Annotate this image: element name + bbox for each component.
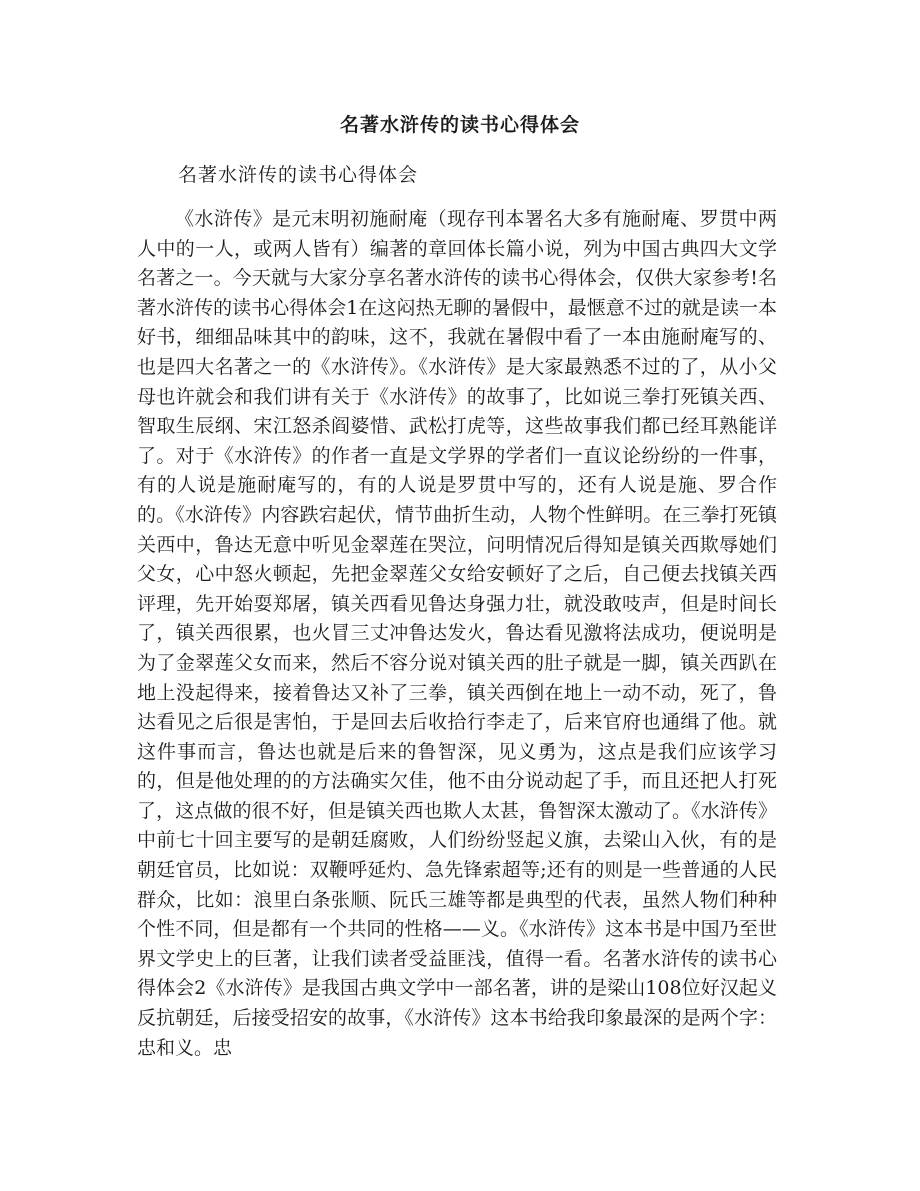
body-paragraph: 《水浒传》是元末明初施耐庵（现存刊本署名大多有施耐庵、罗贯中两人中的一人，或两人皆有）编著的章回体长篇小说，列为中国古典四大文学名著之一。今天就与大家分享名著水浒传的读书心得体会，仅供大家参考!名著水浒传的读书心得体会1在这闷热无聊的暑假中，最惬意不过的就是读一本好书，细细品味其中的韵味，这不，我就在暑假中看了一本由施耐庵写的、也是四大名著之一的《水浒传》。《水浒传》是大家最熟悉不过的了，从小父母也许就会和我们讲有关于《水浒传》的故事了，比如说三拳打死镇关西、智取生辰纲、宋江怒杀阎婆惜、武松打虎等，这些故事我们都已经耳熟能详了。对于《水浒传》的作者一直是文学界的学者们一直议论纷纷的一件事，有的人说是施耐庵写的，有的人说是罗贯中写的，还有人说是施、罗合作的。《水浒传》内容跌宕起伏，情节曲折生动，人物个性鲜明。在三拳打死镇关西中，鲁达无意中听见金翠莲在哭泣，问明情况后得知是镇关西欺辱她们父女，心中怒火顿起，先把金翠莲父女给安顿好了之后，自己便去找镇关西评理，先开始耍郑屠，镇关西看见鲁达身强力壮，就没敢吱声，但是时间长了，镇关西很累，也火冒三丈冲鲁达发火，鲁达看见激将法成功，便说明是为了金翠莲父女而来，然后不容分说对镇关西的肚子就是一脚，镇关西趴在地上没起得来，接着鲁达又补了三拳，镇关西倒在地上一动不动，死了，鲁达看见之后很是害怕，于是回去后收拾行李走了，后来官府也通缉了他。就这件事而言，鲁达也就是后来的鲁智深，见义勇为，这点是我们应该学习的，但是他处理的的方法确实欠佳，他不由分说动起了手，而且还把人打死了，这点做的很不好，但是镇关西也欺人太甚，鲁智深太激动了。《水浒传》中前七十回主要写的是朝廷腐败，人们纷纷竖起义旗，去梁山入伙，有的是朝廷官员，比如说：双鞭呼延灼、急先锋索超等;还有的则是一些普通的人民群众，比如：浪里白条张顺、阮氏三雄等都是典型的代表，虽然人物们种种个性不同，但是都有一个共同的性格——义。《水浒传》这本书是中国乃至世界文学史上的巨著，让我们读者受益匪浅，值得一看。名著水浒传的读书心得体会2《水浒传》是我国古典文学中一部名著，讲的是梁山108位好汉起义反抗朝廷，后接受招安的故事，《水浒传》这本书给我印象最深的是两个字：忠和义。忠 [137,208,777,1059]
document-title: 名著水浒传的读书心得体会 [339,114,580,136]
document-subtitle: 名著水浒传的读书心得体会 [178,164,419,186]
